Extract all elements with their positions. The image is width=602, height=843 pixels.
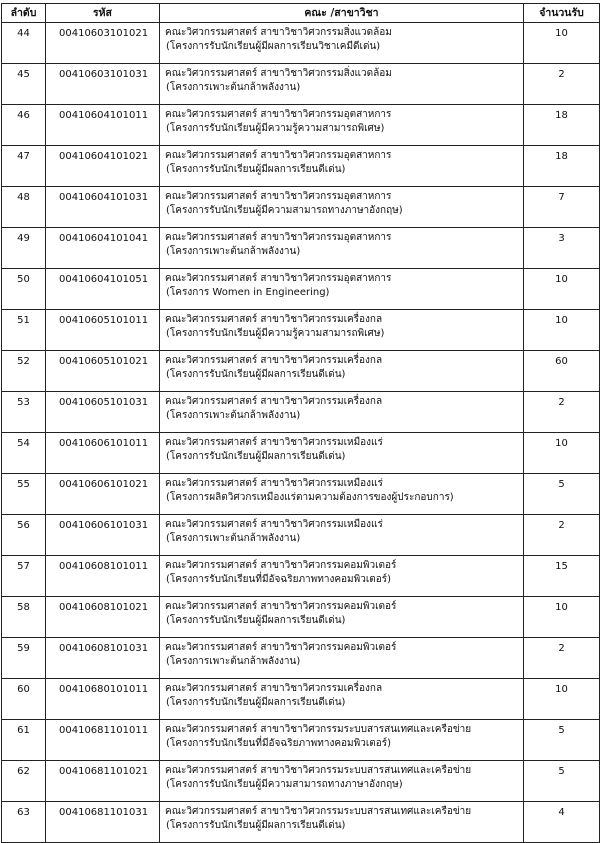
table-row [2,679,600,720]
program-code: 00410608101011 [46,556,160,597]
admission-quota: 10 [524,597,600,638]
faculty-major: คณะวิศวกรรมศาสตร์ สาขาวิชาวิศวกรรมสิ่งแวดล้อม [165,27,392,38]
table-row [2,597,600,638]
table-row [2,392,600,433]
header-code: รหัส [46,4,160,23]
faculty-cell [160,761,524,802]
table-row [2,556,600,597]
faculty-cell [160,433,524,474]
program-code: 00410604101031 [46,187,160,228]
admission-quota: 10 [524,23,600,64]
program-code: 00410608101021 [46,597,160,638]
row-number: 44 [2,23,46,64]
program-name: (โครงการรับนักเรียนผู้มีผลการเรียนดีเด่น) [166,369,346,380]
program-name: (โครงการรับนักเรียนผู้มีความรู้ความสามารถพิเศษ) [166,328,385,339]
program-code: 00410604101051 [46,269,160,310]
table-row [2,474,600,515]
faculty-major: คณะวิศวกรรมศาสตร์ สาขาวิชาวิศวกรรมสิ่งแวดล้อม [165,68,392,79]
faculty-cell [160,146,524,187]
program-code: 00410605101011 [46,310,160,351]
program-code: 00410606101021 [46,474,160,515]
admission-quota: 7 [524,187,600,228]
row-number: 61 [2,720,46,761]
table-row [2,269,600,310]
admission-quota: 3 [524,228,600,269]
table-row [2,228,600,269]
faculty-cell [160,228,524,269]
program-name: (โครงการรับนักเรียนผู้มีความสามารถทางภาษาอังกฤษ) [166,779,403,790]
admission-quota: 4 [524,802,600,843]
table-row [2,146,600,187]
table-row [2,187,600,228]
program-name: (โครงการรับนักเรียนผู้มีผลการเรียนดีเด่น) [166,164,346,175]
faculty-major: คณะวิศวกรรมศาสตร์ สาขาวิชาวิศวกรรมอุตสาหการ [165,109,392,120]
faculty-major: คณะวิศวกรรมศาสตร์ สาขาวิชาวิศวกรรมระบบสารสนเทศและเครือข่าย [165,765,472,776]
row-number: 52 [2,351,46,392]
program-name: (โครงการผลิตวิศวกรเหมืองแร่ตามความต้องการของผู้ประกอบการ) [166,492,454,503]
program-code: 00410605101031 [46,392,160,433]
row-number: 47 [2,146,46,187]
admission-quota: 2 [524,64,600,105]
program-name: (โครงการ Women in Engineering) [166,287,330,298]
faculty-cell [160,269,524,310]
admission-quota: 60 [524,351,600,392]
program-code: 00410604101021 [46,146,160,187]
row-number: 48 [2,187,46,228]
program-code: 00410681101031 [46,802,160,843]
faculty-cell [160,679,524,720]
admission-quota: 10 [524,269,600,310]
program-name: (โครงการรับนักเรียนผู้มีความสามารถทางภาษาอังกฤษ) [166,205,403,216]
row-number: 49 [2,228,46,269]
table-row [2,105,600,146]
program-name: (โครงการรับนักเรียนผู้มีผลการเรียนดีเด่น) [166,820,346,831]
program-code: 00410605101021 [46,351,160,392]
faculty-major: คณะวิศวกรรมศาสตร์ สาขาวิชาวิศวกรรมอุตสาหการ [165,273,392,284]
program-name: (โครงการรับนักเรียนที่มีอัจฉริยภาพทางคอมพิวเตอร์) [166,738,392,749]
program-name: (โครงการรับนักเรียนผู้มีผลการเรียนดีเด่น) [166,697,346,708]
admission-quota: 18 [524,146,600,187]
faculty-cell [160,64,524,105]
row-number: 53 [2,392,46,433]
faculty-major: คณะวิศวกรรมศาสตร์ สาขาวิชาวิศวกรรมเครื่องกล [165,683,383,694]
faculty-major: คณะวิศวกรรมศาสตร์ สาขาวิชาวิศวกรรมคอมพิวเตอร์ [165,560,397,571]
program-code: 00410603101021 [46,23,160,64]
table-row [2,310,600,351]
row-number: 45 [2,64,46,105]
program-code: 00410608101031 [46,638,160,679]
program-code: 00410680101011 [46,679,160,720]
table-row [2,351,600,392]
admission-quota: 5 [524,474,600,515]
program-name: (โครงการเพาะต้นกล้าพลังงาน) [166,533,301,544]
faculty-major: คณะวิศวกรรมศาสตร์ สาขาวิชาวิศวกรรมเหมืองแร่ [165,478,383,489]
faculty-major: คณะวิศวกรรมศาสตร์ สาขาวิชาวิศวกรรมอุตสาหการ [165,150,392,161]
row-number: 50 [2,269,46,310]
admission-quota: 10 [524,310,600,351]
faculty-cell [160,474,524,515]
faculty-major: คณะวิศวกรรมศาสตร์ สาขาวิชาวิศวกรรมเหมืองแร่ [165,437,383,448]
program-code: 00410604101011 [46,105,160,146]
admission-quota: 5 [524,720,600,761]
row-number: 58 [2,597,46,638]
program-name: (โครงการรับนักเรียนผู้มีความรู้ความสามารถพิเศษ) [166,123,385,134]
faculty-cell [160,720,524,761]
faculty-cell [160,105,524,146]
program-code: 00410606101031 [46,515,160,556]
header-faculty: คณะ /สาขาวิชา [160,4,524,23]
table-row [2,720,600,761]
admission-quota: 2 [524,392,600,433]
admission-quota: 18 [524,105,600,146]
row-number: 55 [2,474,46,515]
faculty-cell [160,310,524,351]
row-number: 46 [2,105,46,146]
header-qty: จำนวนรับ [524,4,600,23]
table-row [2,638,600,679]
program-code: 00410681101021 [46,761,160,802]
faculty-major: คณะวิศวกรรมศาสตร์ สาขาวิชาวิศวกรรมระบบสารสนเทศและเครือข่าย [165,724,472,735]
table-row [2,515,600,556]
faculty-major: คณะวิศวกรรมศาสตร์ สาขาวิชาวิศวกรรมเหมืองแร่ [165,519,383,530]
admission-table [1,3,600,843]
table-row [2,64,600,105]
faculty-major: คณะวิศวกรรมศาสตร์ สาขาวิชาวิศวกรรมอุตสาหการ [165,191,392,202]
program-code: 00410603101031 [46,64,160,105]
row-number: 54 [2,433,46,474]
admission-quota: 5 [524,761,600,802]
program-name: (โครงการเพาะต้นกล้าพลังงาน) [166,82,301,93]
table-row [2,802,600,843]
row-number: 57 [2,556,46,597]
program-name: (โครงการเพาะต้นกล้าพลังงาน) [166,246,301,257]
faculty-major: คณะวิศวกรรมศาสตร์ สาขาวิชาวิศวกรรมเครื่องกล [165,355,383,366]
faculty-major: คณะวิศวกรรมศาสตร์ สาขาวิชาวิศวกรรมอุตสาหการ [165,232,392,243]
admission-quota: 2 [524,638,600,679]
row-number: 56 [2,515,46,556]
faculty-cell [160,187,524,228]
faculty-major: คณะวิศวกรรมศาสตร์ สาขาวิชาวิศวกรรมคอมพิวเตอร์ [165,642,397,653]
faculty-cell [160,638,524,679]
program-code: 00410606101011 [46,433,160,474]
table-body [2,23,600,843]
program-name: (โครงการเพาะต้นกล้าพลังงาน) [166,410,301,421]
faculty-cell [160,597,524,638]
faculty-major: คณะวิศวกรรมศาสตร์ สาขาวิชาวิศวกรรมเครื่องกล [165,314,383,325]
row-number: 51 [2,310,46,351]
faculty-major: คณะวิศวกรรมศาสตร์ สาขาวิชาวิศวกรรมระบบสารสนเทศและเครือข่าย [165,806,472,817]
program-name: (โครงการเพาะต้นกล้าพลังงาน) [166,656,301,667]
program-name: (โครงการรับนักเรียนผู้มีผลการเรียนวิชาเคมีดีเด่น) [166,41,381,52]
row-number: 59 [2,638,46,679]
admission-quota: 15 [524,556,600,597]
faculty-cell [160,23,524,64]
row-number: 60 [2,679,46,720]
faculty-cell [160,515,524,556]
admission-quota: 10 [524,679,600,720]
program-name: (โครงการรับนักเรียนที่มีอัจฉริยภาพทางคอมพิวเตอร์) [166,574,392,585]
faculty-major: คณะวิศวกรรมศาสตร์ สาขาวิชาวิศวกรรมเครื่องกล [165,396,383,407]
program-name: (โครงการรับนักเรียนผู้มีผลการเรียนดีเด่น) [166,615,346,626]
faculty-major: คณะวิศวกรรมศาสตร์ สาขาวิชาวิศวกรรมคอมพิวเตอร์ [165,601,397,612]
faculty-cell [160,556,524,597]
admission-quota: 2 [524,515,600,556]
row-number: 63 [2,802,46,843]
table-row [2,23,600,64]
header-no: ลำดับ [2,4,46,23]
faculty-cell [160,392,524,433]
faculty-cell [160,351,524,392]
program-code: 00410604101041 [46,228,160,269]
admission-quota: 10 [524,433,600,474]
table-header-row [2,4,600,23]
row-number: 62 [2,761,46,802]
table-row [2,433,600,474]
table-row [2,761,600,802]
program-code: 00410681101011 [46,720,160,761]
program-name: (โครงการรับนักเรียนผู้มีผลการเรียนดีเด่น) [166,451,346,462]
faculty-cell [160,802,524,843]
